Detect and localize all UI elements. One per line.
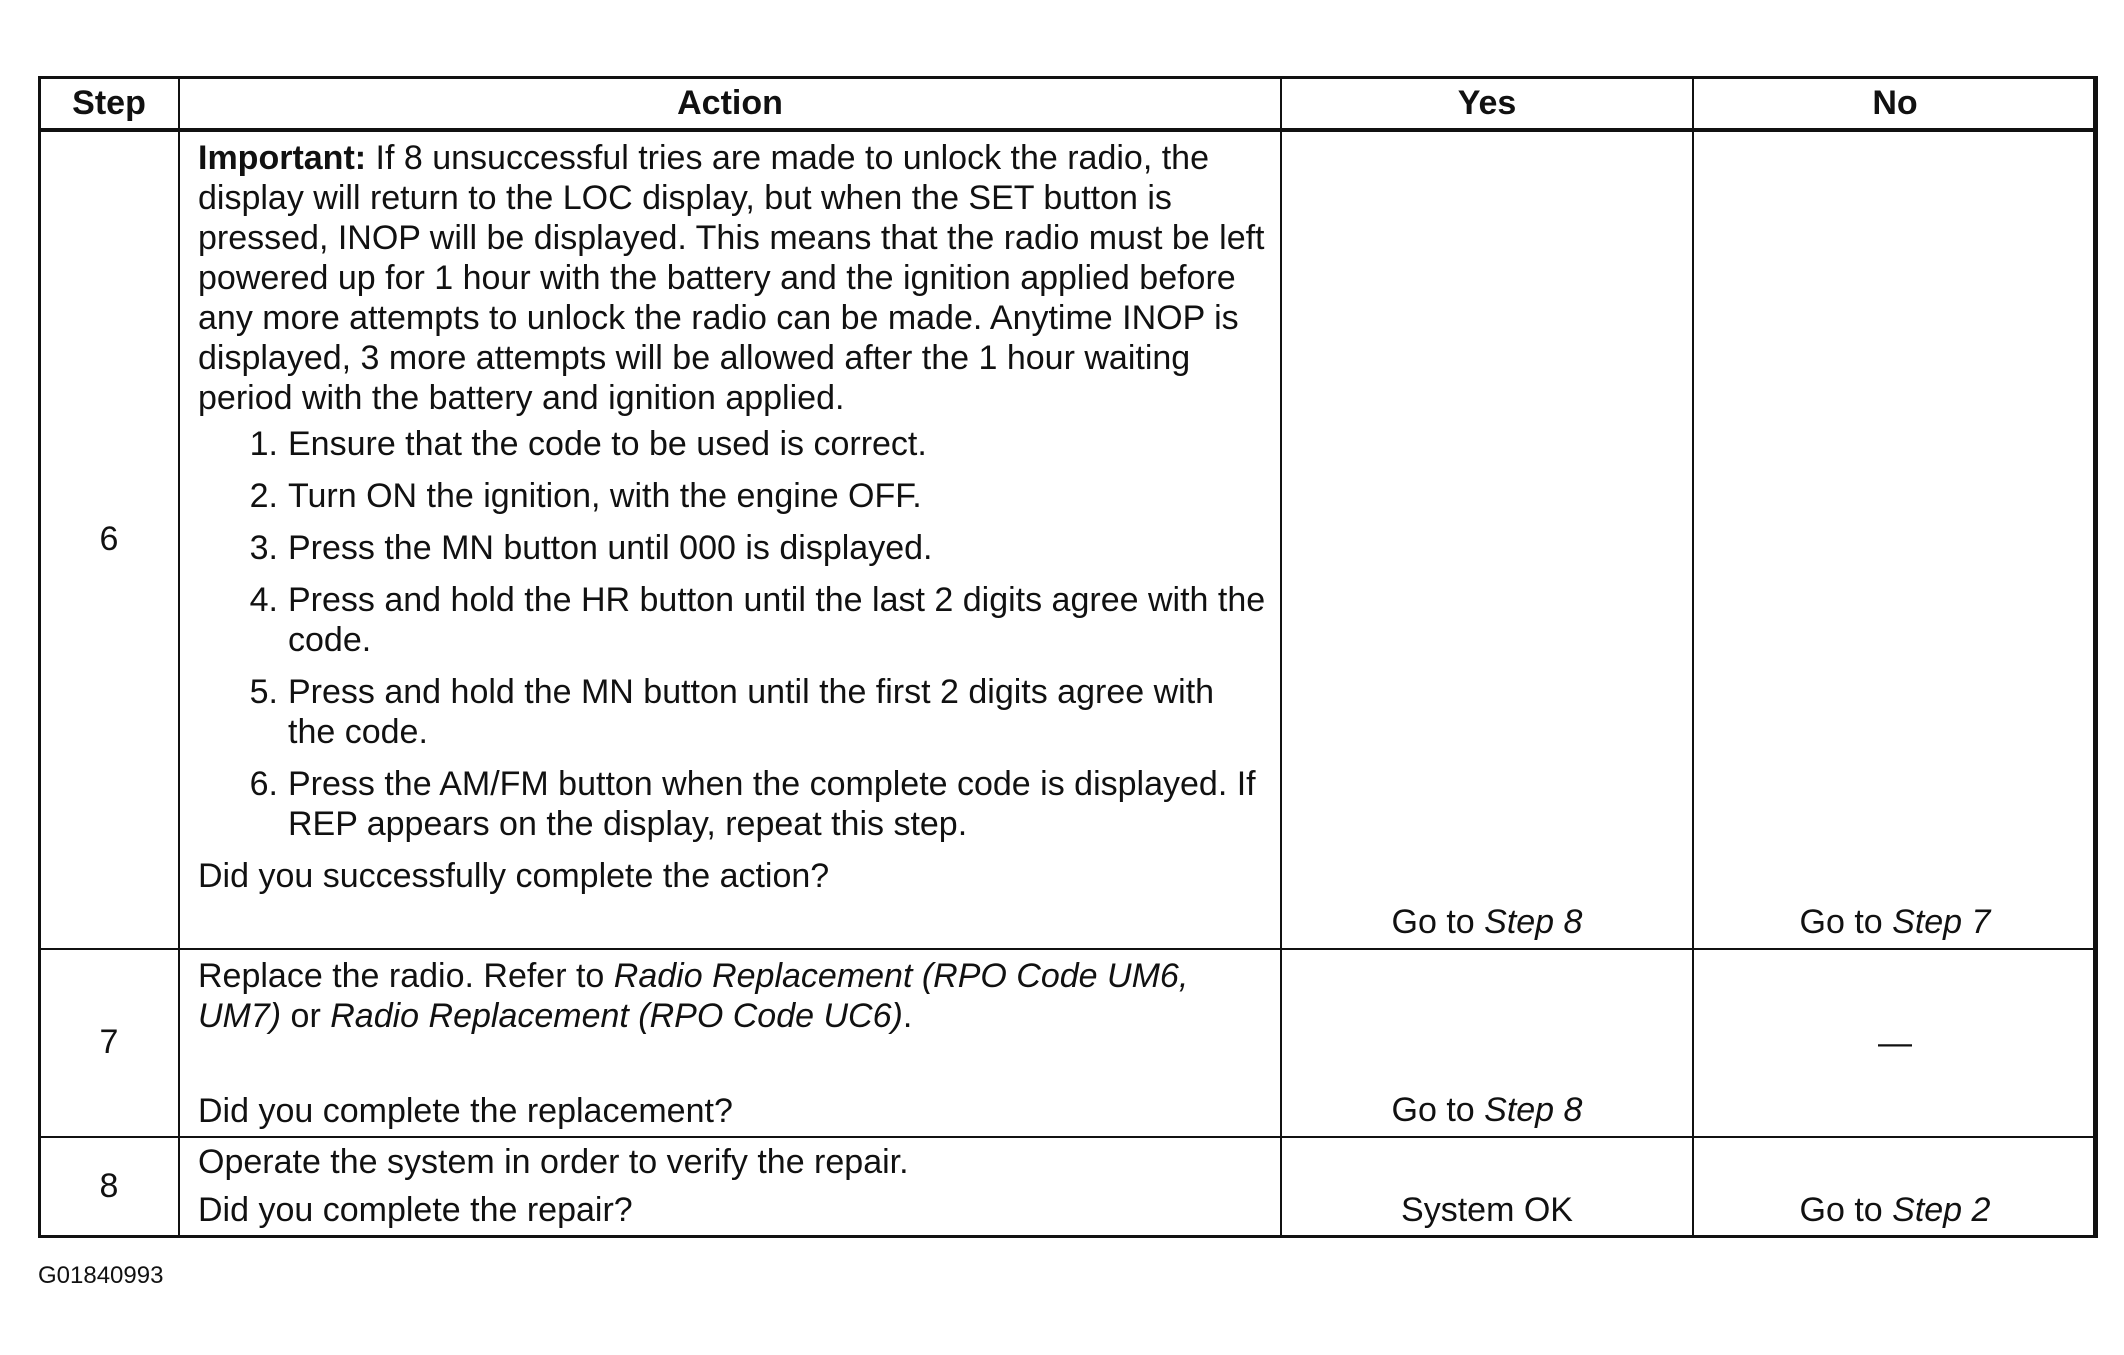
table-border — [38, 76, 2096, 1238]
important-text: If 8 unsuccessful tries are made to unlock the radio, the display will return to the LOC display, but when the SET button is pressed, INOP will be displayed. This means that the radio must be left powered up for 1 hour with the battery and the ignition applied before any more attempts to unlock the radio can be made. Anytime INOP is displayed, 3 more attempts will be allowed after the 1 hour waiting period with the battery and ignition applied. — [198, 139, 1265, 417]
substep-number: 2. — [249, 477, 278, 515]
no-step-link[interactable]: Step 7 — [1892, 902, 1991, 941]
substep-text: Press and hold the HR button until the last 2 digits agree with the code. — [288, 581, 1266, 659]
substep-number: 6. — [249, 765, 278, 803]
header-action: Action — [179, 77, 1281, 130]
question-text: Did you complete the replacement? — [198, 1091, 733, 1130]
instruction-text: Operate the system in order to verify the repair. — [198, 1142, 909, 1181]
substep-text: Turn ON the ignition, with the engine OFF. — [288, 477, 922, 515]
question-text: Did you successfully complete the action? — [198, 857, 830, 895]
substep-number: 5. — [249, 673, 278, 711]
substep-number: 1. — [249, 425, 278, 463]
important-label: Important: — [198, 139, 367, 177]
yes-prefix: Go to — [1391, 902, 1485, 941]
substep-text: Ensure that the code to be used is correct. — [288, 425, 927, 463]
yes-value: System OK — [1401, 1191, 1573, 1229]
substep-text: Press and hold the MN button until the first 2 digits agree with the code. — [288, 673, 1215, 751]
instruction-text: Replace the radio. Refer to — [198, 956, 614, 995]
header-yes: Yes — [1281, 77, 1693, 130]
reference-link[interactable]: Radio Replacement (RPO Code UM6, UM7) — [198, 956, 1189, 1035]
no-prefix: Go to — [1799, 1191, 1893, 1229]
step-number: 8 — [39, 1137, 179, 1237]
step-number: 6 — [39, 130, 179, 949]
no-prefix: Go to — [1799, 902, 1893, 941]
yes-step-link[interactable]: Step 8 — [1484, 1090, 1583, 1129]
header-step: Step — [39, 77, 179, 130]
substep-number: 3. — [249, 529, 278, 567]
instruction-text: or — [281, 996, 331, 1035]
header-no: No — [1693, 77, 2097, 130]
question-text: Did you complete the repair? — [198, 1190, 633, 1229]
reference-link[interactable]: Radio Replacement (RPO Code UC6) — [330, 996, 903, 1035]
no-step-link[interactable]: Step 2 — [1892, 1191, 1991, 1229]
substep-text: Press the AM/FM button when the complete code is displayed. If REP appears on the display, repeat this step. — [288, 765, 1256, 843]
no-value: — — [1878, 1023, 1912, 1062]
substep-number: 4. — [249, 581, 278, 619]
instruction-text: . — [902, 996, 913, 1035]
step-number: 7 — [39, 949, 179, 1137]
figure-id: G01840993 — [38, 1262, 164, 1289]
yes-prefix: Go to — [1391, 1090, 1485, 1129]
yes-step-link[interactable]: Step 8 — [1484, 902, 1583, 941]
substep-text: Press the MN button until 000 is displayed. — [288, 529, 933, 567]
